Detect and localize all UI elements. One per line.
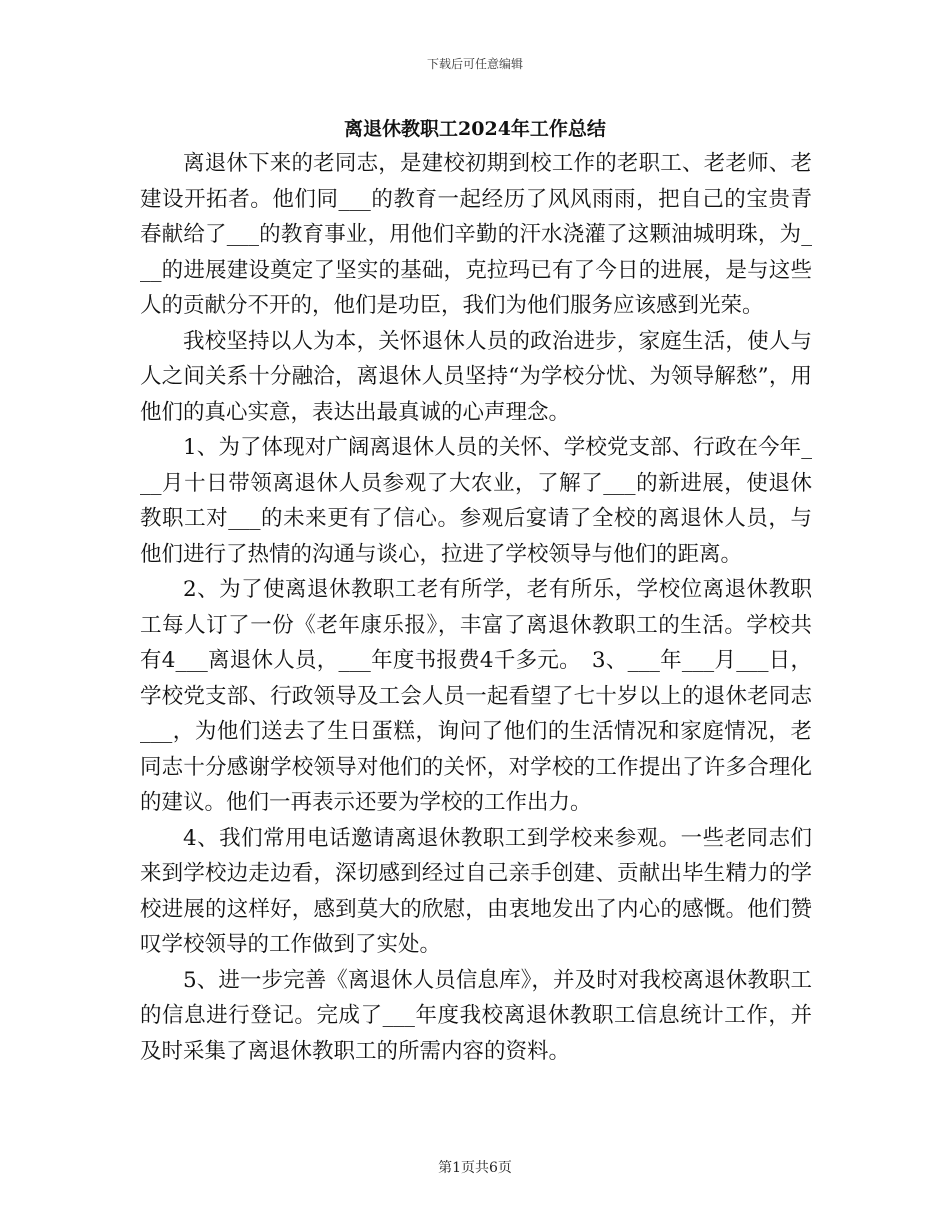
- paragraph-principle: 我校坚持以人为本，关怀退休人员的政治进步，家庭生活，使人与人之间关系十分融洽，离退休人员坚持“为学校分忧、为领导解愁”，用他们的真心实意，表达出最真诚的心声理念。: [140, 328, 812, 425]
- paragraph-intro: 离退休下来的老同志，是建校初期到校工作的老职工、老老师、老建设开拓者。他们同___的教育一起经历了风风雨雨，把自己的宝贵青春献给了___的教育事业，用他们辛勤的汗水浇灌了这颗油城明珠，为___的进展建设奠定了坚实的基础，克拉玛已有了今日的进展，是与这些人的贡献分不开的，他们是功臣，我们为他们服务应该感到光荣。: [140, 151, 812, 318]
- paragraph-item-4: 4、我们常用电话邀请离退休教职工到学校来参观。一些老同志们来到学校边走边看，深切感到经过自己亲手创建、贡献出毕生精力的学校进展的这样好，感到莫大的欣慰，由衷地发出了内心的感慨。他们赞叹学校领导的工作做到了实处。: [140, 825, 812, 957]
- page-number: 第1页共6页: [438, 1160, 512, 1176]
- paragraph-item-5: 5、进一步完善《离退休人员信息库》，并及时对我校离退休教职工的信息进行登记。完成了___年度我校离退休教职工信息统计工作，并及时采集了离退休教职工的所需内容的资料。: [140, 967, 812, 1064]
- document-title: 离退休教职工2024年工作总结: [344, 118, 606, 140]
- page-header: 下载后可任意编辑: [426, 57, 523, 71]
- paragraph-item-1: 1、为了体现对广阔离退休人员的关怀、学校党支部、行政在今年___月十日带领离退休人员参观了大农业，了解了___的新进展，使退休教职工对___的未来更有了信心。参观后宴请了全校的离退休人员，与他们进行了热情的沟通与谈心，拉进了学校领导与他们的距离。: [140, 435, 812, 567]
- document-body: [140, 146, 812, 1069]
- paragraph-item-2-3: 2、为了使离退休教职工老有所学，老有所乐，学校位离退休教职工每人订了一份《老年康乐报》，丰富了离退休教职工的生活。学校共有4___离退休人员，___年度书报费4千多元。 3、___年___月___日，学校党支部、行政领导及工会人员一起看望了七十岁以上的退休老同志___，为他们送去了生日蛋糕，询问了他们的生活情况和家庭情况，老同志十分感谢学校领导对他们的关怀，对学校的工作提出了许多合理化的建议。他们一再表示还要为学校的工作出力。: [140, 577, 812, 815]
